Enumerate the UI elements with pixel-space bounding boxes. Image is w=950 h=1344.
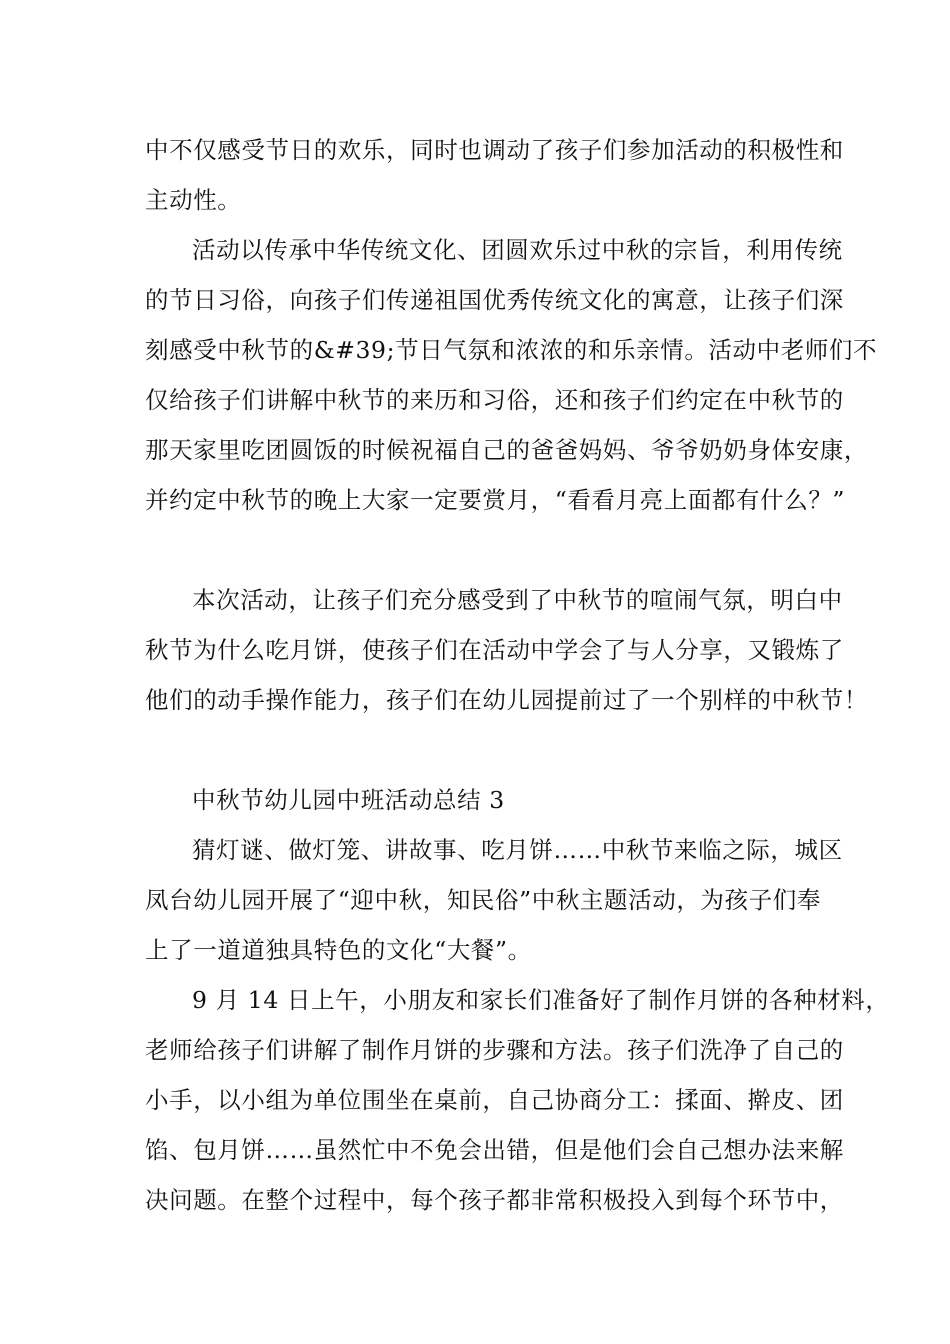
- paragraph-first-line: 活动以传承中华传统文化、团圆欢乐过中秋的宗旨，利用传统: [192, 236, 843, 264]
- paragraph-first-line: 9 月 14 日上午，小朋友和家长们准备好了制作月饼的各种材料，: [192, 986, 890, 1014]
- text-line: 仅给孩子们讲解中秋节的来历和习俗，还和孩子们约定在中秋节的: [145, 386, 844, 414]
- text-line: 馅、包月饼……虽然忙中不免会出错，但是他们会自己想办法来解: [145, 1136, 844, 1164]
- text-line: 秋节为什么吃月饼，使孩子们在活动中学会了与人分享，又锻炼了: [145, 636, 844, 664]
- paragraph-first-line: 猜灯谜、做灯笼、讲故事、吃月饼……中秋节来临之际，城区: [192, 836, 843, 864]
- text-line: 中不仅感受节日的欢乐，同时也调动了孩子们参加活动的积极性和: [145, 136, 844, 164]
- text-line: 并约定中秋节的晚上大家一定要赏月，“看看月亮上面都有什么？”: [145, 486, 846, 514]
- text-line: 主动性。: [145, 186, 242, 214]
- paragraph-first-line: 本次活动，让孩子们充分感受到了中秋节的喧闹气氛，明白中: [192, 586, 843, 614]
- text-line: 小手，以小组为单位围坐在桌前，自己协商分工：揉面、擀皮、团: [145, 1086, 844, 1114]
- text-line: 那天家里吃团圆饭的时候祝福自己的爸爸妈妈、爷爷奶奶身体安康，: [145, 436, 868, 464]
- text-line: 他们的动手操作能力，孩子们在幼儿园提前过了一个别样的中秋节！: [145, 686, 868, 714]
- text-line: 凤台幼儿园开展了“迎中秋，知民俗”中秋主题活动，为孩子们奉: [145, 886, 821, 914]
- section-heading: 中秋节幼儿园中班活动总结 3: [192, 786, 505, 814]
- text-line: 的节日习俗，向孩子们传递祖国优秀传统文化的寓意，让孩子们深: [145, 286, 844, 314]
- text-line: 老师给孩子们讲解了制作月饼的步骤和方法。孩子们洗净了自己的: [145, 1036, 844, 1064]
- text-line: 上了一道道独具特色的文化“大餐”。: [145, 936, 532, 964]
- text-line: 决问题。在整个过程中，每个孩子都非常积极投入到每个环节中，: [145, 1186, 844, 1214]
- text-line: 刻感受中秋节的&#39;节日气氛和浓浓的和乐亲情。活动中老师们不: [145, 336, 878, 364]
